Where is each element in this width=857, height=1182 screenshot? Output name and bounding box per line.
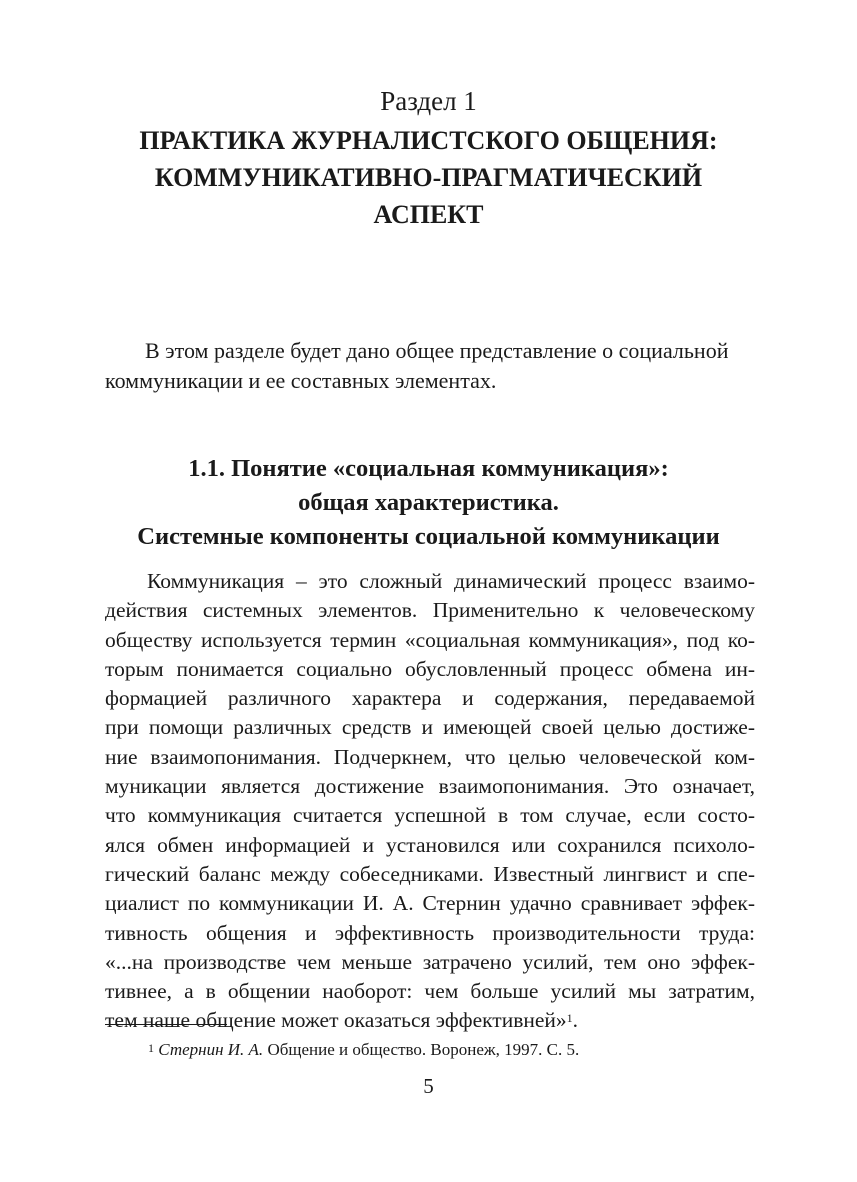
body-line: формацией различного характера и содержания, передаваемой — [105, 686, 755, 711]
body-line: гический баланс между собеседниками. Известный лингвист и спе- — [105, 861, 755, 886]
body-line: тивность общения и эффективность производительности труда: — [105, 920, 755, 945]
body-line: при помощи различных средств и имеющей своей целью достиже- — [105, 715, 755, 740]
body-line: «...на производстве чем меньше затрачено усилий, тем оно эффек- — [105, 949, 755, 974]
section-title — [100, 122, 757, 233]
body-line: действия системных элементов. Применительно к человеческому — [105, 598, 755, 623]
section-label: Раздел 1 — [380, 86, 477, 116]
footnote — [148, 1038, 748, 1062]
body-line: торым понимается социально обусловленный процесс обмена ин- — [105, 656, 755, 681]
body-line: циалист по коммуникации И. А. Стернин удачно сравнивает эффек- — [105, 891, 755, 916]
section-title-line: АСПЕКТ — [373, 200, 484, 229]
intro-paragraph — [105, 336, 755, 396]
body-line: тем наше общение может оказаться эффективней» — [105, 1008, 567, 1033]
body-line: ние взаимопонимания. Подчеркнем, что целью человеческой ком- — [105, 744, 755, 769]
footnote-reference[interactable]: 1 — [566, 1011, 573, 1026]
body-line: муникации является достижение взаимопонимания. Это означает, — [105, 774, 755, 799]
body-line-last: тем наше общение может оказаться эффективней»$^1$. — [105, 1008, 579, 1033]
intro-line: В этом разделе будет дано общее представление о социальной — [145, 338, 729, 363]
subsection-title-line: общая характеристика. — [298, 489, 559, 516]
intro-line: коммуникации и ее составных элементах. — [105, 368, 497, 393]
footnote-divider — [105, 1024, 227, 1025]
body-line: ялся обмен информацией и установился или сохранился психоло- — [105, 832, 755, 857]
section-title-line: ПРАКТИКА ЖУРНАЛИСТСКОГО ОБЩЕНИЯ: — [139, 126, 718, 155]
body-line: обществу используется термин «социальная коммуникация», под ко- — [105, 627, 755, 652]
body-line: Коммуникация – это сложный динамический процесс взаимо- — [147, 569, 755, 593]
body-line: что коммуникация считается успешной в том случае, если состо- — [105, 803, 755, 828]
subsection-title — [100, 452, 757, 554]
subsection-title-line: 1.1. Понятие «социальная коммуникация»: — [188, 455, 669, 482]
page-number: 5 — [423, 1074, 434, 1098]
footnote-author: Стернин И. А. — [158, 1040, 264, 1059]
body-line: тивнее, а в общении наоборот: чем больше усилий мы затратим, — [105, 979, 755, 1004]
subsection-title-line: Системные компоненты социальной коммуникации — [137, 523, 720, 550]
footnote-text: Общение и общество. Воронеж, 1997. С. 5. — [267, 1040, 580, 1059]
body-paragraph — [105, 567, 755, 1036]
footnote-number: 1 — [148, 1041, 154, 1055]
section-title-line: КОММУНИКАТИВНО-ПРАГМАТИЧЕСКИЙ — [154, 163, 703, 192]
